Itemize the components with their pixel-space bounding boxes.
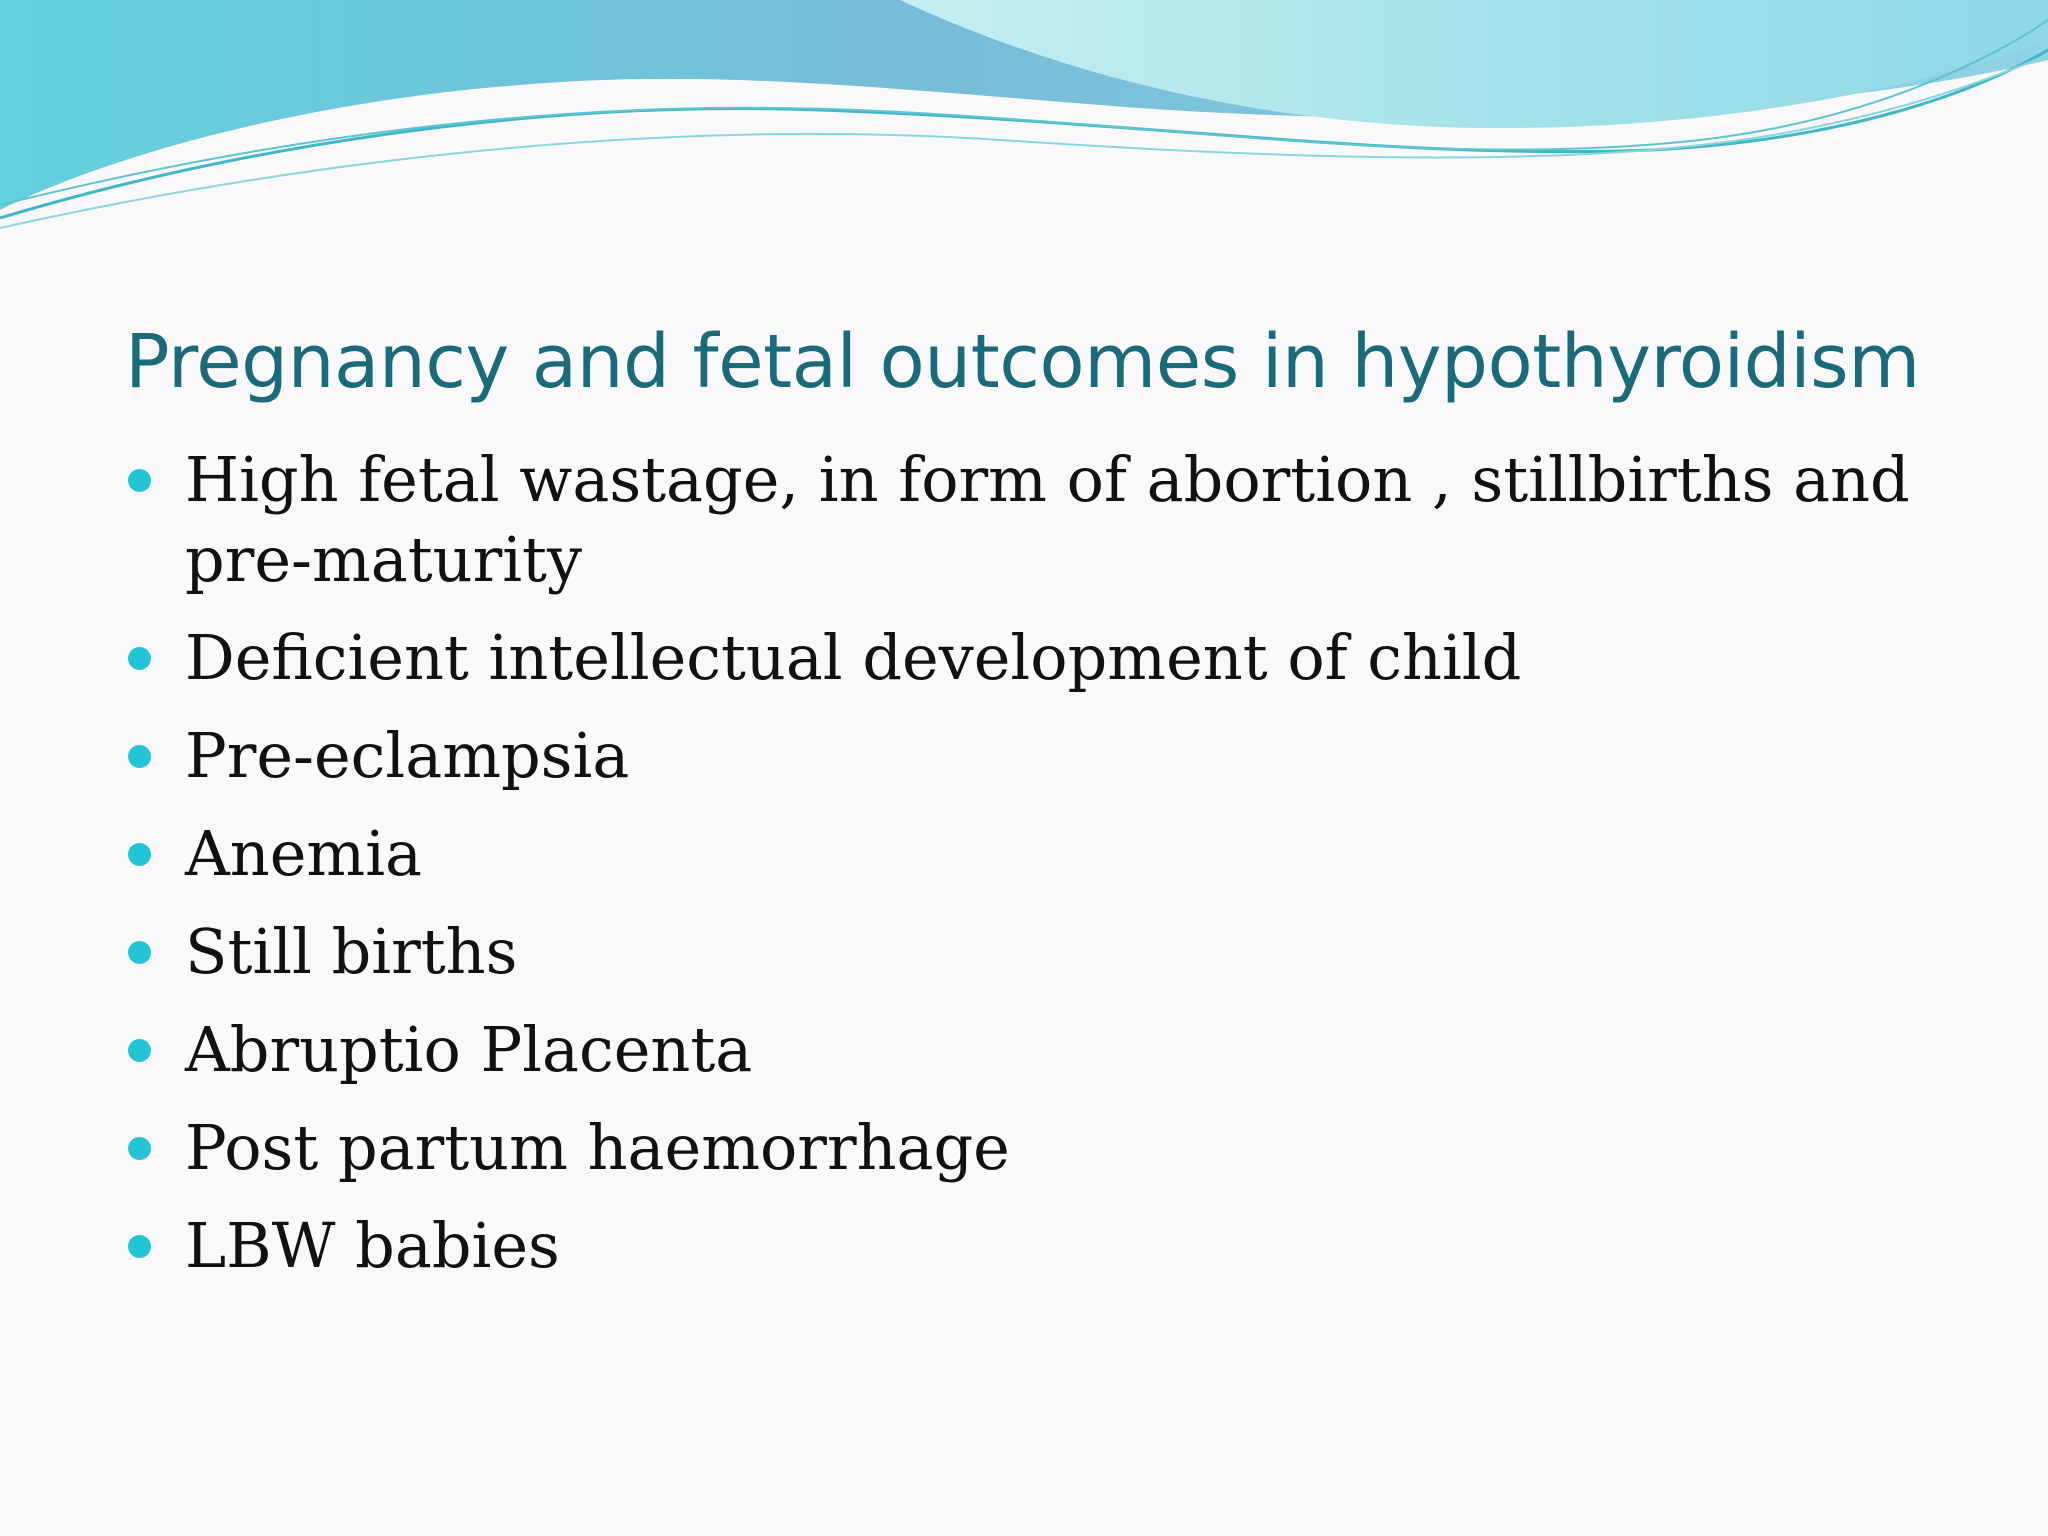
bullet-text: Post partum haemorrhage: [185, 1111, 1010, 1184]
bullet-text: Pre-eclampsia: [185, 719, 630, 792]
bullet-item: [125, 814, 1925, 894]
slide-title: Pregnancy and fetal outcomes in hypothyroidism: [125, 319, 1920, 405]
bullet-list: [125, 440, 1925, 1304]
bullet-marker-icon: [128, 843, 151, 866]
bullet-item: [125, 440, 1925, 600]
bullet-item: [125, 716, 1925, 796]
bullet-marker-icon: [128, 1235, 151, 1258]
bullet-item: [125, 1206, 1925, 1286]
bullet-text: Anemia: [185, 817, 422, 890]
bullet-text: Still births: [185, 915, 518, 988]
bullet-text: Deficient intellectual development of child: [185, 621, 1522, 694]
bullet-text: LBW babies: [185, 1209, 560, 1282]
bullet-text: Abruptio Placenta: [185, 1013, 753, 1086]
bullet-item: [125, 912, 1925, 992]
bullet-text: High fetal wastage, in form of abortion , stillbirths and pre-maturity: [185, 443, 1910, 596]
bullet-item: [125, 1108, 1925, 1188]
bullet-marker-icon: [128, 1039, 151, 1062]
bullet-marker-icon: [128, 647, 151, 670]
bullet-marker-icon: [128, 1137, 151, 1160]
bullet-item: [125, 1010, 1925, 1090]
bullet-marker-icon: [128, 469, 151, 492]
bullet-marker-icon: [128, 745, 151, 768]
bullet-item: [125, 618, 1925, 698]
decorative-wave-header: [0, 0, 2048, 240]
wave-light-band: [900, 0, 2048, 128]
bullet-marker-icon: [128, 941, 151, 964]
